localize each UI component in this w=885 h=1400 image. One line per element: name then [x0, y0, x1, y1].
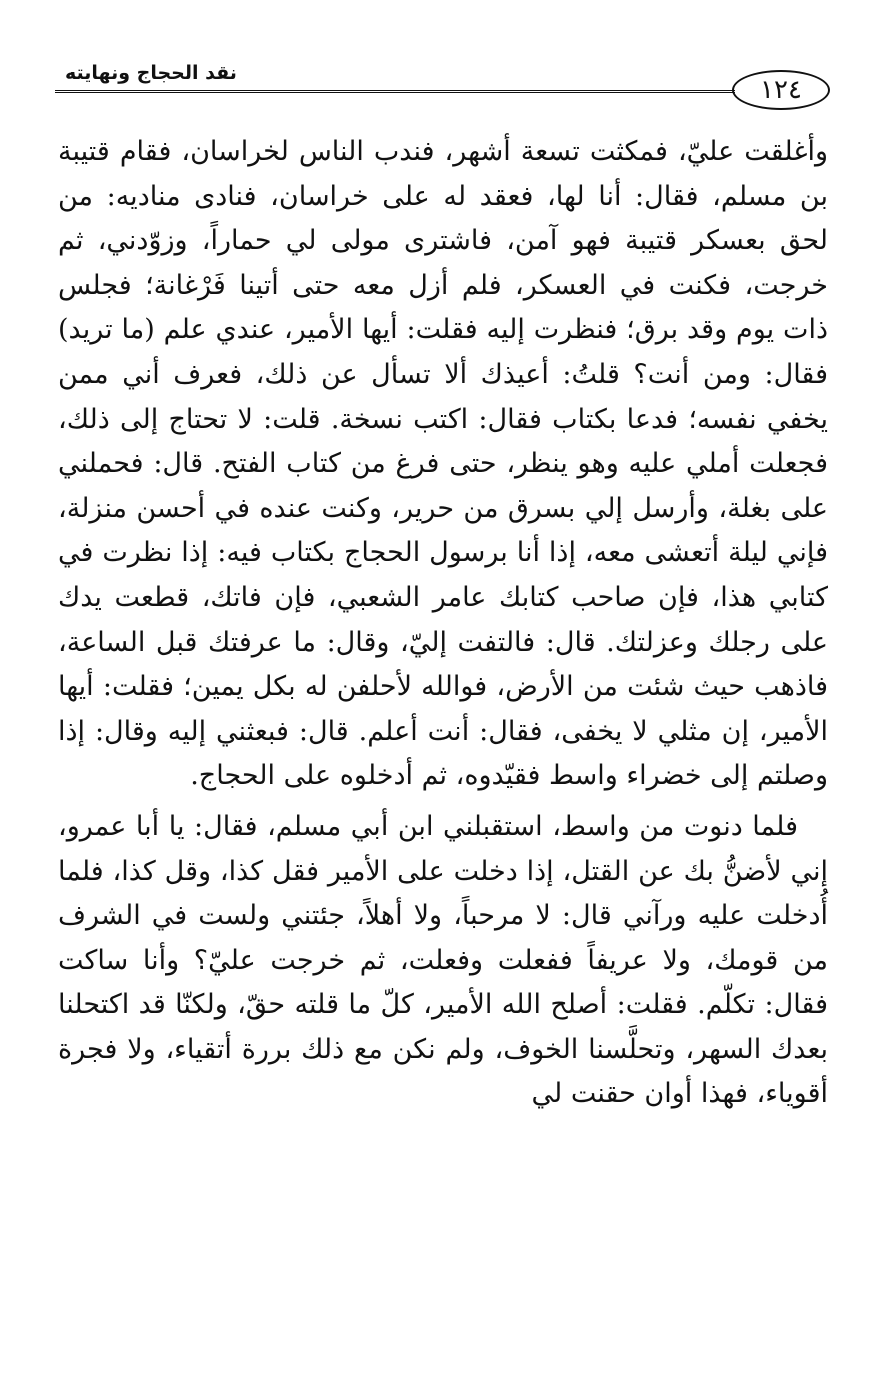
page-number-badge — [732, 70, 830, 110]
running-title: نقد الحجاج ونهايته — [65, 62, 237, 84]
header-rule — [55, 90, 735, 93]
page-number: ١٢٤ — [760, 75, 802, 105]
main-text — [58, 130, 828, 1117]
paragraph: وأغلقت عليّ، فمكثت تسعة أشهر، فندب الناس لخراسان، فقام قتيبة بن مسلم، فقال: أنا لها، فعقد له على خراسان، فنادى مناديه: من لحق بعسكر قتيبة فهو آمن، فاشترى مولى لي حماراً، وزوّدني، ثم خرجت، فكنت في العسكر، فلم أزل معه حتى أتينا فَرْغانة؛ فجلس ذات يوم وقد برق؛ فنظرت إليه فقلت: أيها الأمير، عندي علم (ما تريد) فقال: ومن أنت؟ قلتُ: أعيذك ألا تسأل عن ذلك، فعرف أني ممن يخفي نفسه؛ فدعا بكتاب فقال: اكتب نسخة. قلت: لا تحتاج إلى ذلك، فجعلت أملي عليه وهو ينظر، حتى فرغ من كتاب الفتح. قال: فحملني على بغلة، وأرسل إلي بسرق من حرير، وكنت عنده في أحسن منزلة، فإني ليلة أتعشى معه، إذا أنا برسول الحجاج بكتاب فيه: إذا نظرت في كتابي هذا، فإن صاحب كتابك عامر الشعبي، فإن فاتك، قطعت يدك على رجلك وعزلتك. قال: فالتفت إليّ، وقال: ما عرفتك قبل الساعة، فاذهب حيث شئت من الأرض، فوالله لأحلفن له بكل يمين؛ فقلت: أيها الأمير، إن مثلي لا يخفى، فقال: أنت أعلم. قال: فبعثني إليه وقال: إذا وصلتم إلى خضراء واسط فقيّدوه، ثم أدخلوه على الحجاج. — [58, 136, 828, 792]
page-header — [55, 62, 830, 112]
paragraph: فلما دنوت من واسط، استقبلني ابن أبي مسلم، فقال: يا أبا عمرو، إني لأضنُّ بك عن القتل، إذا دخلت على الأمير فقل كذا، وقل كذا، فلما أُدخلت عليه ورآني قال: لا مرحباً، ولا أهلاً، جئتني ولست في الشرف من قومك، ولا عريفاً ففعلت وفعلت، ثم خرجت عليّ؟ وأنا ساكت فقال: تكلّم. فقلت: أصلح الله الأمير، كلّ ما قلته حقّ، ولكنّا قد اكتحلنا بعدك السهر، وتحلَّسنا الخوف، ولم نكن مع ذلك بررة أتقياء، ولا فجرة أقوياء، فهذا أوان حقنت لي — [58, 810, 828, 1110]
